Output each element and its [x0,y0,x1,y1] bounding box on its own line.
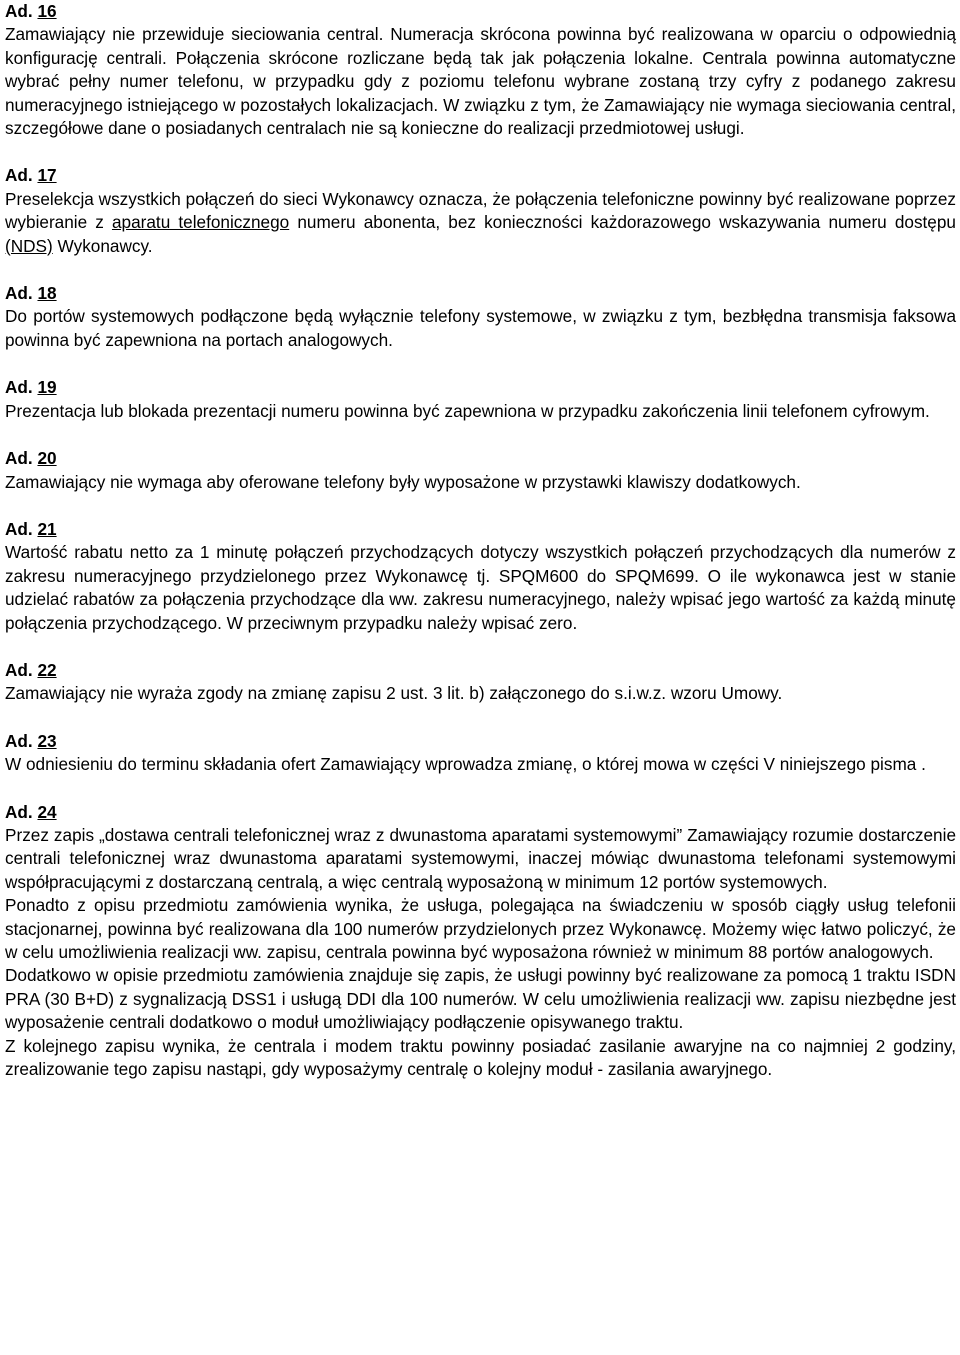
heading-number: 22 [37,659,57,680]
heading-number: 20 [37,448,57,469]
heading-number: 18 [37,283,57,304]
paragraph: W odniesieniu do terminu składania ofert Zamawiający wprowadza zmianę, o której mowa w części V niniejszego pisma . [5,754,926,775]
heading-number: 17 [37,165,57,186]
section-heading [5,659,956,682]
heading-number: 23 [37,730,57,751]
section-heading [5,0,956,23]
paragraph: Do portów systemowych podłączone będą wyłącznie telefony systemowe, w związku z tym, bezbłędna transmisja faksowa powinna być zapewniona na portach analogowych. [5,306,956,350]
heading-label: Ad. [5,730,33,751]
paragraph: Dodatkowo w opisie przedmiotu zamówienia znajduje się zapis, że usługi powinny być realizowane za pomocą 1 traktu ISDN PRA (30 B+D) z sygnalizacją DSS1 i usługą DDI dla 100 numerów. W celu umożliwienia realizacji ww. zapisu niezbędne jest wyposażenie centrali dodatkowo o moduł umożliwiający podłączenie opisywanego traktu. [5,965,956,1033]
heading-label: Ad. [5,165,33,186]
paragraph: Przez zapis „dostawa centrali telefonicznej wraz z dwunastoma aparatami systemowymi” Zamawiający rozumie dostarczenie centrali telefonicznej wraz dwunastoma aparatami systemowymi, inaczej mówiąc dwunastoma telefonami systemowymi współpracującymi z dostarczaną centralą, a więc centralą wyposażoną w minimum 12 portów systemowych. [5,824,956,892]
section-heading [5,730,956,753]
text-run: Wykonawcy. [52,235,153,256]
section-heading [5,447,956,470]
heading-label: Ad. [5,801,33,822]
section-heading [5,518,956,541]
paragraph: Zamawiający nie wyraża zgody na zmianę zapisu 2 ust. 3 lit. b) załączonego do s.i.w.z. wzoru Umowy. [5,683,783,704]
section-ad-18 [5,282,956,352]
section-ad-17 [5,164,956,258]
section-heading [5,164,956,187]
heading-number: 19 [37,377,57,398]
paragraph [5,188,956,258]
heading-label: Ad. [5,518,33,539]
section-ad-21 [5,518,956,635]
paragraph: Wartość rabatu netto za 1 minutę połączeń przychodzących dotyczy wszystkich połączeń przychodzących dla numerów z zakresu numeracyjnego przydzielonego przez Wykonawcę tj. SPQM600 do SPQM699. O ile wykonawca jest w stanie udzielać rabatów za połączenia przychodzące dla ww. zakresu numeracyjnego, należy wpisać jego wartość za każdą minutę połączenia przychodzącego. W przeciwnym przypadku należy wpisać zero. [5,542,956,633]
paragraph: Prezentacja lub blokada prezentacji numeru powinna być zapewniona w przypadku zakończenia linii telefonem cyfrowym. [5,400,930,421]
section-heading [5,801,956,824]
section-ad-19 [5,376,956,423]
text-run: numeru abonenta, bez konieczności każdorazowego wskazywania numeru dostępu [289,212,956,233]
text-run: Preselekcja wszystkich połączeń do sieci Wykonawcy oznacza, że połączenia telefoniczne powinny być realizowane poprzez wybieranie z [5,188,956,233]
paragraph: Z kolejnego zapisu wynika, że centrala i modem traktu powinny posiadać zasilanie awaryjne na co najmniej 2 godziny, zrealizowanie tego zapisu nastąpi, gdy wyposażymy centralę o kolejny moduł - zasilania awaryjnego. [5,1035,956,1080]
underlined-term: (NDS) [5,235,53,256]
heading-label: Ad. [5,283,33,304]
section-heading [5,282,956,305]
heading-label: Ad. [5,1,33,21]
section-ad-20 [5,447,956,494]
heading-number: 21 [37,518,57,539]
section-ad-23 [5,730,956,777]
section-ad-24 [5,801,956,1082]
heading-label: Ad. [5,448,33,469]
underlined-term: aparatu telefonicznego [111,212,290,233]
paragraph: Ponadto z opisu przedmiotu zamówienia wynika, że usługa, polegająca na świadczeniu w sposób ciągły usług telefonii stacjonarnej, powinna być realizowana dla 100 numerów przydzielonych przez Wykonawcę. Możemy więc łatwo policzyć, że w celu umożliwienia realizacji ww. zapisu, centrala powinna być wyposażona również w minimum 88 portów analogowych. [5,895,956,962]
section-ad-16 [5,0,956,140]
paragraph: Zamawiający nie przewiduje sieciowania central. Numeracja skrócona powinna być realizowana w oparciu o odpowiednią konfigurację centrali. Połączenia skrócone rozliczane będą tak jak połączenia lokalne. Centrala powinna automatyczne wybrać pełny numer telefonu, w przypadku gdy z poziomu telefonu wybrane zostaną trzy cyfry z podanego zakresu numeracyjnego istniejącego w pozostałych lokalizacjach. W związku z tym, że Zamawiający nie wymaga sieciowania central, szczegółowe dane o posiadanych centralach nie są konieczne do realizacji przedmiotowej usługi. [5,24,956,139]
heading-label: Ad. [5,659,33,680]
heading-number: 24 [37,801,57,822]
section-heading [5,376,956,399]
heading-label: Ad. [5,377,33,398]
heading-number: 16 [37,1,57,21]
paragraph: Zamawiający nie wymaga aby oferowane telefony były wyposażone w przystawki klawiszy dodatkowych. [5,471,801,492]
section-ad-22 [5,659,956,706]
